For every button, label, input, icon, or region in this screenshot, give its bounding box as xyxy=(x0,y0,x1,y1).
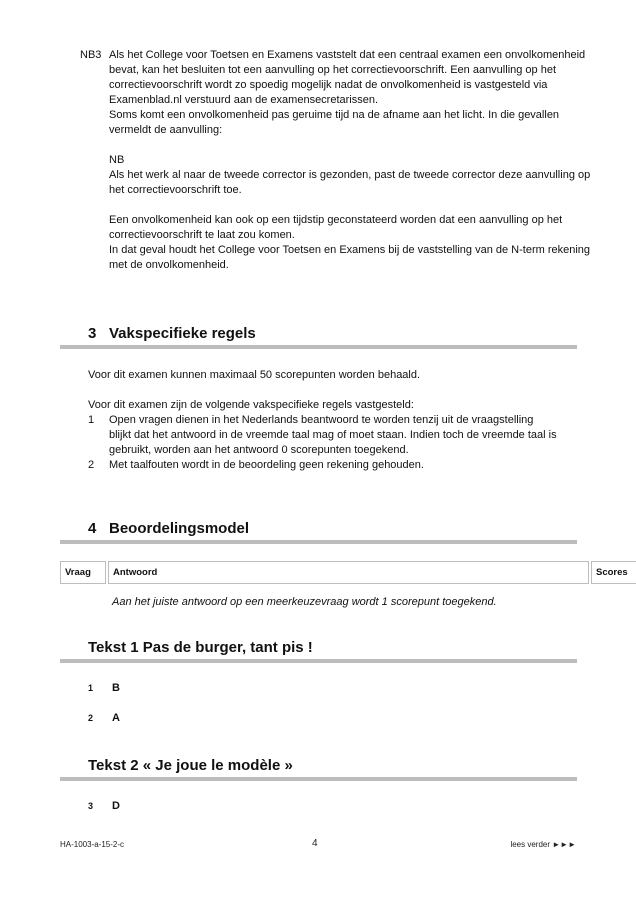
section-4-heading xyxy=(88,520,249,538)
answer-value: B xyxy=(112,682,120,694)
column-vraag: Vraag xyxy=(60,561,106,584)
tekst-2-heading: Tekst 2 « Je joue le modèle » xyxy=(88,757,293,774)
tekst-1-heading: Tekst 1 Pas de burger, tant pis ! xyxy=(88,639,313,656)
tekst-2-rule xyxy=(60,777,577,781)
rule-number: 2 xyxy=(88,459,95,471)
section-3-title: Vakspecifieke regels xyxy=(109,325,256,342)
nb3-block xyxy=(80,48,600,273)
answer-value: A xyxy=(112,712,120,724)
rule-text: Open vragen dienen in het Nederlands beantwoord te worden tenzij uit de vraagstelling blijkt dat het antwoord in de vreemde taal mag of moet staan. Indien toch de vreemde taal is gebruikt, worden aan het antwoord 0 scorepunten toegekend. xyxy=(109,414,557,456)
nb3-body xyxy=(109,48,600,273)
section-3-number: 3 xyxy=(88,325,97,342)
section-4-title: Beoordelingsmodel xyxy=(109,520,250,537)
nb3-paragraph-2: Soms komt een onvolkomenheid pas geruime tijd na de afname aan het licht. In die gevallen vermeldt de aanvulling: xyxy=(109,109,560,136)
scoring-table-header xyxy=(60,561,628,584)
answer-value: D xyxy=(112,800,120,812)
column-antwoord: Antwoord xyxy=(108,561,589,584)
nb3-paragraph-3: Als het werk al naar de tweede corrector is gezonden, past de tweede corrector deze aanvulling op het correctievoorschrift toe. xyxy=(109,169,591,196)
rule-number: 1 xyxy=(88,414,95,426)
rule-item xyxy=(88,413,558,458)
footer-lees-verder: lees verder ►►► xyxy=(510,840,576,849)
footer-exam-code: HA-1003-a-15-2-c xyxy=(60,840,125,849)
nb3-paragraph-1: Als het College voor Toetsen en Examens vaststelt dat een centraal examen een onvolkomenheid bevat, kan het besluiten tot een aanvulling op het correctievoorschrift. Een aanvulling op het correctievoorschrift wordt zo spoedig mogelijk nadat de onvolkomenheid is vastgesteld via Examenblad.nl verstuurd aan de examensecretarissen. xyxy=(109,49,586,106)
section-3-rule xyxy=(60,345,577,349)
rules-list xyxy=(88,413,558,473)
nb3-nb-label: NB xyxy=(109,154,125,166)
rule-item xyxy=(88,458,558,473)
nb3-label: NB3 xyxy=(80,49,102,61)
section-4-number: 4 xyxy=(88,520,97,537)
question-number: 1 xyxy=(88,683,94,693)
section-4-rule xyxy=(60,540,577,544)
section-3-intro: Voor dit examen kunnen maximaal 50 scorepunten worden behaald. xyxy=(88,369,421,381)
section-3-heading xyxy=(88,325,256,343)
tekst-1-rule xyxy=(60,659,577,663)
footer-page-number: 4 xyxy=(312,838,318,849)
answer-row xyxy=(88,711,120,726)
answer-row xyxy=(88,681,120,696)
column-scores: Scores xyxy=(591,561,636,584)
scoring-note: Aan het juiste antwoord op een meerkeuzevraag wordt 1 scorepunt toegekend. xyxy=(112,596,497,608)
section-3-rules-intro: Voor dit examen zijn de volgende vakspecifieke regels vastgesteld: xyxy=(88,399,414,411)
nb3-paragraph-4: Een onvolkomenheid kan ook op een tijdstip geconstateerd worden dat een aanvulling op het correctievoorschrift te laat zou komen. xyxy=(109,214,563,241)
nb3-paragraph-5: In dat geval houdt het College voor Toetsen en Examens bij de vaststelling van de N-term rekening met de onvolkomenheid. xyxy=(109,244,591,271)
question-number: 3 xyxy=(88,801,94,811)
answer-row xyxy=(88,799,120,814)
question-number: 2 xyxy=(88,713,94,723)
rule-text: Met taalfouten wordt in de beoordeling geen rekening gehouden. xyxy=(109,459,424,471)
